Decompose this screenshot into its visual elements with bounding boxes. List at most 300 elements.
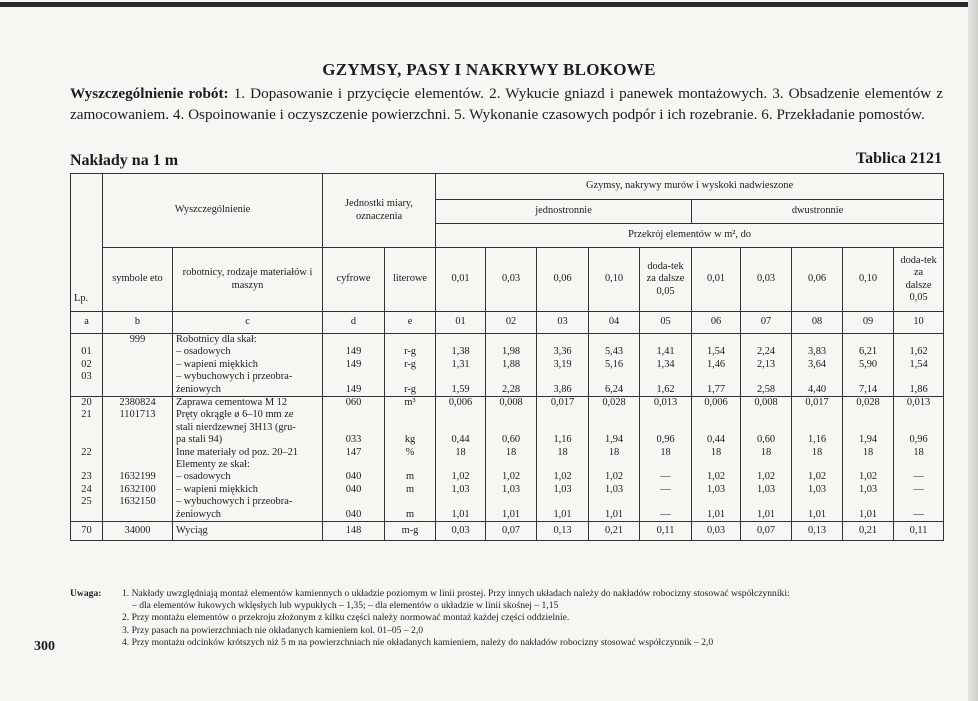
cell-line xyxy=(695,371,737,383)
cell-line xyxy=(643,422,688,434)
cell-line: 0,013 xyxy=(653,397,678,409)
cell-line: żeniowych xyxy=(176,383,222,395)
cell-line: 2,28 xyxy=(501,383,521,395)
row-values xyxy=(843,334,894,397)
page-title: GZYMSY, PASY I NAKRYWY BLOKOWE xyxy=(322,60,656,79)
cell-line: 0,028 xyxy=(602,397,626,409)
note-line: 2. Przy montażu elementów o przekroju złożonym z kilku części należy normować montaż każdej części oddzielnie. xyxy=(122,612,570,624)
cell-line: – osadowych xyxy=(176,346,231,358)
cell-line: 0,96 xyxy=(909,434,928,446)
cell-line xyxy=(439,371,482,383)
row-unit-code: 148 xyxy=(323,522,385,541)
cell-line: 1,03 xyxy=(706,483,726,495)
column-number: 02 xyxy=(486,312,537,334)
cell-line: 18 xyxy=(811,446,823,458)
notes xyxy=(70,588,950,649)
cell-line xyxy=(795,422,839,434)
cell-line: – wybuchowych i przeobra- xyxy=(176,371,293,383)
cell-line: 0,008 xyxy=(499,397,523,409)
cell-line xyxy=(846,496,890,508)
cell-line xyxy=(846,459,890,471)
cell-line: r-g xyxy=(404,358,416,370)
works-text: 1. Dopasowanie i przycięcie elementów. 2. Wykucie gniazd i panewek montażowych. 3. Obsadzenie elementów z zamocowaniem. 4. Ospoinowanie i oczyszczenie powierzchni. 5. Wykonanie czasowych podpór i ich rozebranie. 6. Przekładanie pomostów. xyxy=(70,85,944,123)
cell-line: 1,77 xyxy=(706,383,726,395)
cell-line xyxy=(744,459,788,471)
cell-line xyxy=(74,384,99,396)
cell-line: Robotnicy dla skał: xyxy=(176,334,257,345)
cell-line: 1,02 xyxy=(858,471,878,483)
cell-line: 0,006 xyxy=(704,397,728,409)
top-rule xyxy=(0,2,975,7)
cell-line: 1,03 xyxy=(858,483,878,495)
cell-line: 0,006 xyxy=(448,397,473,409)
cell-line: 1,01 xyxy=(858,508,878,520)
cell-line: kg xyxy=(404,434,416,446)
cell-line: — xyxy=(913,508,924,520)
cell-line xyxy=(540,496,585,508)
cell-line: 1,02 xyxy=(706,471,726,483)
row-values xyxy=(792,397,843,522)
cell-line: 1,01 xyxy=(807,508,827,520)
cell-line xyxy=(439,334,482,346)
cell-line: r-g xyxy=(404,346,416,358)
cell-line: 1632150 xyxy=(119,496,156,508)
cell-line xyxy=(744,422,788,434)
cell-line: 040 xyxy=(345,471,362,483)
cell-line xyxy=(795,371,839,383)
row-lp xyxy=(71,334,103,397)
page-edge xyxy=(968,0,978,701)
cell-line: 0,017 xyxy=(805,397,829,409)
row-values xyxy=(436,397,486,522)
cell-line: 20 xyxy=(81,397,92,409)
cell-line: 18 xyxy=(710,446,722,458)
cell-line: Zaprawa cementowa M 12 xyxy=(176,397,288,409)
cell-line: Elementy ze skał: xyxy=(176,459,250,471)
letter-e: e xyxy=(385,312,436,334)
page-number: 300 xyxy=(34,639,55,654)
cell-line: 3,36 xyxy=(553,346,572,358)
header-value: 0,03 xyxy=(486,248,537,312)
row-symbol xyxy=(103,397,173,522)
cell-line: 1,01 xyxy=(501,508,521,520)
cell-line: Pręty okrągłe ø 6–10 mm ze xyxy=(176,409,294,421)
header-value: doda-tek za dalsze 0,05 xyxy=(640,248,692,312)
cell-line: 0,008 xyxy=(754,397,778,409)
cell-line: — xyxy=(913,483,924,495)
header-przekroj: Przekrój elementów w m², do xyxy=(436,224,944,248)
cell-line xyxy=(388,459,432,471)
cell-line xyxy=(592,371,636,383)
cell-line: % xyxy=(405,446,415,458)
row-value: 0,07 xyxy=(486,522,537,541)
header-literowe: literowe xyxy=(385,248,436,312)
cell-line xyxy=(795,496,839,508)
cell-line: 1,94 xyxy=(604,434,624,446)
table-number: Tablica 2121 xyxy=(855,150,942,167)
cell-line xyxy=(106,447,169,459)
note-line: – dla elementów łukowych wklęsłych lub wypukłych – 1,35; – dla elementów o układzie w linii skośnej – 1,15 xyxy=(132,600,559,612)
cell-line: 1,02 xyxy=(501,471,521,483)
cell-line xyxy=(540,459,585,471)
cell-line: 0,028 xyxy=(856,397,880,409)
cell-line: 7,14 xyxy=(858,383,878,395)
cell-line xyxy=(592,459,636,471)
cell-line xyxy=(106,434,169,446)
column-number: 10 xyxy=(894,312,944,334)
cell-line: m xyxy=(405,508,415,520)
cell-line: 040 xyxy=(345,508,362,520)
cell-line xyxy=(540,334,585,346)
cell-line: 0,44 xyxy=(706,434,726,446)
row-symbol: 34000 xyxy=(103,522,173,541)
cell-line: 4,40 xyxy=(807,383,827,395)
cell-line xyxy=(897,422,940,434)
cell-line xyxy=(388,334,432,346)
cell-line: 1,01 xyxy=(451,508,470,520)
cell-line xyxy=(744,371,788,383)
cell-line xyxy=(388,422,432,434)
cell-line xyxy=(489,459,533,471)
cell-line: 18 xyxy=(505,446,517,458)
naklady-heading: Nakłady na 1 m xyxy=(70,152,179,169)
cell-line: 2380824 xyxy=(119,397,156,409)
cell-line: 2,13 xyxy=(756,358,776,370)
note-line: 1. Nakłady uwzględniają montaż elementów kamiennych o układzie poziomym w linii prostej. Przy innych układach należy do nakładów robocizny stosować współczynniki: xyxy=(122,588,790,599)
cell-line: 3,83 xyxy=(807,346,827,358)
cell-line xyxy=(326,371,381,383)
cell-line xyxy=(439,409,482,421)
cell-line: stali nierdzewnej 3H13 (gru- xyxy=(176,421,296,433)
row-description xyxy=(173,397,323,522)
cell-line xyxy=(695,334,737,346)
cell-line: 1,01 xyxy=(756,508,776,520)
row-values xyxy=(741,334,792,397)
row-lp xyxy=(71,397,103,522)
cell-line xyxy=(643,459,688,471)
cell-line xyxy=(489,334,533,346)
cell-line: 1,03 xyxy=(807,483,827,495)
cell-line xyxy=(489,409,533,421)
cell-line xyxy=(897,334,940,346)
cell-line xyxy=(897,409,940,421)
cell-line: 0,013 xyxy=(906,397,931,409)
row-value: 0,13 xyxy=(537,522,589,541)
cell-line: 1,46 xyxy=(706,358,726,370)
row-values xyxy=(692,397,741,522)
column-number: 01 xyxy=(436,312,486,334)
row-value: 0,03 xyxy=(692,522,741,541)
cell-line: 0,60 xyxy=(501,434,521,446)
cell-line: — xyxy=(660,471,671,483)
row-values xyxy=(741,397,792,522)
letter-d: d xyxy=(323,312,385,334)
cell-line: pa stali 94) xyxy=(176,434,223,446)
cell-line: 22 xyxy=(81,446,92,458)
cell-line: — xyxy=(660,483,671,495)
cell-line xyxy=(326,496,381,508)
cell-line xyxy=(695,459,737,471)
cell-line: 1,01 xyxy=(604,508,624,520)
row-values xyxy=(589,334,640,397)
cell-line: 02 xyxy=(81,358,92,370)
cell-line: 0,017 xyxy=(550,397,575,409)
cell-line: 18 xyxy=(760,446,772,458)
header-symbol: symbole eto xyxy=(103,248,173,312)
cell-line xyxy=(326,459,381,471)
row-description: Wyciąg xyxy=(173,522,323,541)
cell-line xyxy=(388,496,432,508)
cell-line: – wapieni miękkich xyxy=(176,483,258,495)
header-value: 0,10 xyxy=(589,248,640,312)
header-value: 0,01 xyxy=(436,248,486,312)
cell-line: 1632199 xyxy=(119,471,156,483)
header-value: 0,01 xyxy=(692,248,741,312)
letter-a: a xyxy=(71,312,103,334)
cell-line: 21 xyxy=(81,409,92,421)
cell-line xyxy=(74,459,99,471)
cell-line xyxy=(106,384,169,396)
cell-line: – wybuchowych i przeobra- xyxy=(176,496,293,508)
cell-line xyxy=(846,422,890,434)
cell-line: 1,01 xyxy=(706,508,726,520)
cell-line: 1,54 xyxy=(706,346,726,358)
cell-line: 999 xyxy=(129,334,146,345)
cell-line: 18 xyxy=(608,446,620,458)
cell-line: m xyxy=(405,483,415,495)
row-unit-symbol: m-g xyxy=(385,522,436,541)
cell-line xyxy=(897,459,940,471)
cell-line xyxy=(695,422,737,434)
cell-line xyxy=(439,422,482,434)
cell-line: 149 xyxy=(345,358,362,370)
cell-line: 6,24 xyxy=(604,383,624,395)
cell-line: r-g xyxy=(404,383,416,395)
cell-line: 1,02 xyxy=(553,471,572,483)
cell-line: 1,88 xyxy=(501,358,521,370)
cell-line: 03 xyxy=(81,371,92,383)
cell-line xyxy=(795,409,839,421)
cell-line: 1,98 xyxy=(501,346,521,358)
cell-line xyxy=(744,496,788,508)
cell-line xyxy=(592,422,636,434)
header-value: 0,10 xyxy=(843,248,894,312)
cell-line xyxy=(106,509,169,521)
cell-line: – osadowych xyxy=(176,471,231,483)
cell-line: 1632100 xyxy=(119,483,156,495)
cell-line xyxy=(846,334,890,346)
cell-line: 1,41 xyxy=(656,346,675,358)
cell-line xyxy=(326,409,381,421)
cell-line xyxy=(695,496,737,508)
cell-line xyxy=(489,496,533,508)
cell-line xyxy=(643,409,688,421)
cell-line xyxy=(489,371,533,383)
cell-line: 149 xyxy=(345,383,362,395)
cell-line: 5,16 xyxy=(604,358,624,370)
cell-line: 18 xyxy=(862,446,874,458)
note-line: 3. Przy pasach na powierzchniach nie okładanych kamieniem kol. 01–05 – 2,0 xyxy=(122,624,424,636)
row-values xyxy=(486,334,537,397)
row-values xyxy=(894,397,944,522)
cell-line: 18 xyxy=(455,446,466,458)
cell-line xyxy=(388,371,432,383)
row-value: 0,21 xyxy=(589,522,640,541)
cell-line: 5,43 xyxy=(604,346,624,358)
cell-line xyxy=(74,509,99,521)
cell-line xyxy=(744,409,788,421)
column-number: 07 xyxy=(741,312,792,334)
cell-line xyxy=(846,371,890,383)
column-number: 03 xyxy=(537,312,589,334)
cell-line: 1,02 xyxy=(451,471,470,483)
row-values xyxy=(792,334,843,397)
norms-table xyxy=(70,173,944,541)
cell-line: 18 xyxy=(913,446,924,458)
letter-c: c xyxy=(173,312,323,334)
cell-line: 1,16 xyxy=(807,434,827,446)
header-jednostki: Jednostki miary, oznaczenia xyxy=(323,174,436,248)
cell-line: 040 xyxy=(345,483,362,495)
cell-line: żeniowych xyxy=(176,508,222,520)
cell-line xyxy=(592,334,636,346)
cell-line: 3,19 xyxy=(553,358,572,370)
cell-line: 3,86 xyxy=(553,383,572,395)
cell-line: 1,02 xyxy=(756,471,776,483)
header-lp: Lp. xyxy=(71,174,103,312)
cell-line: 0,44 xyxy=(451,434,470,446)
cell-line: 2,24 xyxy=(756,346,776,358)
cell-line xyxy=(326,334,381,346)
row-values xyxy=(894,334,944,397)
cell-line: 1,02 xyxy=(604,471,624,483)
cell-line: 1,16 xyxy=(553,434,572,446)
cell-line xyxy=(489,422,533,434)
cell-line xyxy=(106,422,169,434)
header-value: 0,03 xyxy=(741,248,792,312)
works-label: Wyszczególnienie robót: xyxy=(70,85,229,102)
row-values xyxy=(640,334,692,397)
cell-line: 1,62 xyxy=(909,346,928,358)
row-values xyxy=(537,397,589,522)
cell-line: 1,03 xyxy=(501,483,521,495)
cell-line: 060 xyxy=(345,397,362,409)
note-line: 4. Przy montażu odcinków krótszych niż 5 m na powierzchniach nie okładanych kamieniem, należy do nakładów robocizny stosować współczynnik – 2,0 xyxy=(122,636,714,648)
cell-line xyxy=(744,334,788,346)
cell-line: 1,31 xyxy=(451,358,470,370)
notes-label: Uwaga: xyxy=(70,588,102,599)
cell-line xyxy=(439,459,482,471)
cell-line xyxy=(846,409,890,421)
header-robotnicy: robotnicy, rodzaje materiałów i maszyn xyxy=(173,248,323,312)
row-value: 0,21 xyxy=(843,522,894,541)
row-materialy xyxy=(71,397,944,522)
row-unit-code xyxy=(323,334,385,397)
header-cyfrowe: cyfrowe xyxy=(323,248,385,312)
row-value: 0,11 xyxy=(640,522,692,541)
cell-line xyxy=(643,371,688,383)
header-value: doda-tek za dalsze 0,05 xyxy=(894,248,944,312)
cell-line xyxy=(643,496,688,508)
row-values xyxy=(486,397,537,522)
cell-line: 23 xyxy=(81,471,92,483)
column-number: 05 xyxy=(640,312,692,334)
cell-line: 5,90 xyxy=(858,358,878,370)
cell-line: 6,21 xyxy=(858,346,878,358)
row-wyciag xyxy=(71,522,944,541)
cell-line xyxy=(795,334,839,346)
cell-line xyxy=(106,459,169,471)
cell-line: 1,54 xyxy=(909,358,928,370)
header-dwustronnie: dwustronnie xyxy=(692,200,944,224)
cell-line: 1,62 xyxy=(656,383,675,395)
cell-line: 1,59 xyxy=(451,383,470,395)
row-values xyxy=(843,397,894,522)
cell-line: 1,03 xyxy=(451,483,470,495)
row-value: 0,03 xyxy=(436,522,486,541)
cell-line xyxy=(592,496,636,508)
cell-line: 18 xyxy=(557,446,568,458)
cell-line: 1,03 xyxy=(756,483,776,495)
cell-line xyxy=(897,496,940,508)
cell-line xyxy=(74,434,99,446)
column-number: 06 xyxy=(692,312,741,334)
cell-line xyxy=(326,422,381,434)
cell-line xyxy=(106,371,169,383)
cell-line xyxy=(388,409,432,421)
cell-line xyxy=(540,371,585,383)
cell-line: 1,34 xyxy=(656,358,675,370)
row-values xyxy=(589,397,640,522)
column-number: 04 xyxy=(589,312,640,334)
row-value: 0,13 xyxy=(792,522,843,541)
cell-line xyxy=(897,371,940,383)
cell-line: 01 xyxy=(81,346,92,358)
cell-line xyxy=(540,409,585,421)
row-unit-code xyxy=(323,397,385,522)
cell-line xyxy=(106,346,169,358)
cell-line xyxy=(695,409,737,421)
row-values xyxy=(640,397,692,522)
cell-line: 1,03 xyxy=(604,483,624,495)
cell-line: 1,94 xyxy=(858,434,878,446)
cell-line xyxy=(439,496,482,508)
cell-line: 2,58 xyxy=(756,383,776,395)
cell-line: 24 xyxy=(81,483,92,495)
cell-line: — xyxy=(913,471,924,483)
cell-line xyxy=(74,334,99,346)
cell-line: – wapieni miękkich xyxy=(176,358,258,370)
cell-line: 033 xyxy=(345,434,362,446)
letter-b: b xyxy=(103,312,173,334)
header-wyszczegolnienie: Wyszczególnienie xyxy=(103,174,323,248)
header-value: 0,06 xyxy=(792,248,843,312)
cell-line: 1,01 xyxy=(553,508,572,520)
row-lp: 70 xyxy=(71,522,103,541)
cell-line: 25 xyxy=(81,496,92,508)
row-robotnicy xyxy=(71,334,944,397)
row-values xyxy=(537,334,589,397)
cell-line: 0,60 xyxy=(756,434,776,446)
header-value: 0,06 xyxy=(537,248,589,312)
cell-line: 1,86 xyxy=(909,383,928,395)
cell-line xyxy=(74,422,99,434)
row-values xyxy=(436,334,486,397)
cell-line: — xyxy=(660,508,671,520)
row-value: 0,11 xyxy=(894,522,944,541)
row-description xyxy=(173,334,323,397)
cell-line: 149 xyxy=(345,346,362,358)
